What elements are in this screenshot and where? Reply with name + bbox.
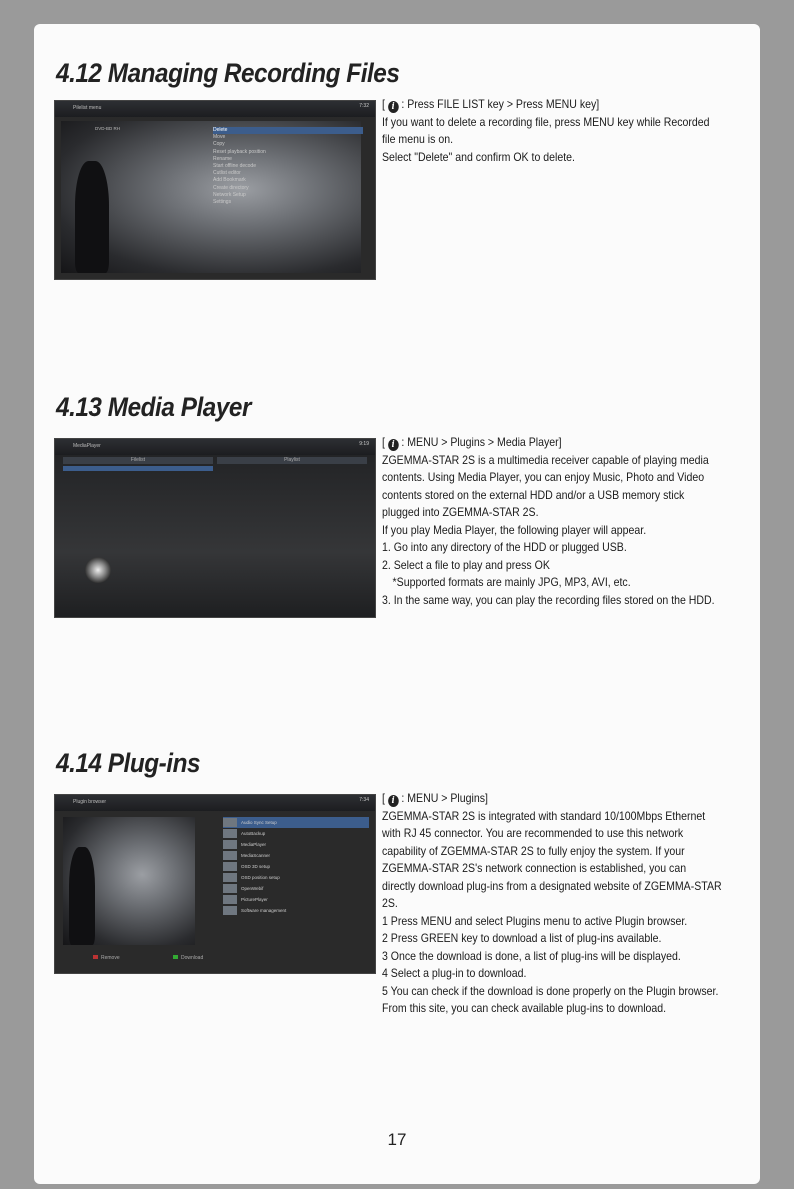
person-silhouette — [69, 847, 95, 945]
plugin-icon — [223, 884, 237, 893]
menu-path: [ i : MENU > Plugins > Media Player] — [382, 435, 562, 450]
plugin-item[interactable]: OpenWebif — [223, 883, 369, 894]
plugin-item[interactable]: AutoBackup — [223, 828, 369, 839]
plugin-icon — [223, 840, 237, 849]
screenshot-title: Pilelist menu — [73, 105, 102, 111]
paragraph-note: *Supported formats are mainly JPG, MP3, AVI, etc. — [392, 575, 631, 589]
red-key-icon — [93, 955, 98, 959]
plugin-item[interactable]: MediaScanner — [223, 850, 369, 861]
screenshot-media-player — [54, 438, 376, 618]
plugin-icon — [223, 873, 237, 882]
paragraph: 5 You can check if the download is done properly on the Plugin browser. — [382, 983, 719, 998]
paragraph: If you want to delete a recording file, press MENU key while Recorded file menu is on. — [382, 114, 710, 146]
menu-item-delete[interactable]: Delete — [213, 127, 363, 134]
plugin-item[interactable]: PicturePlayer — [223, 894, 369, 905]
menu-item[interactable]: Network Setup — [213, 191, 246, 198]
download-button[interactable]: Download — [173, 955, 203, 961]
screenshot-filelist-menu — [54, 100, 376, 280]
menu-item[interactable]: Rename — [213, 155, 232, 162]
menu-path: [ i : MENU > Plugins] — [382, 791, 488, 806]
screenshot-subtitle: DVD-BD RH — [95, 126, 121, 131]
screenshot-title: Plugin browser — [73, 799, 107, 805]
plugin-list — [223, 817, 369, 916]
section-text-plug-ins — [382, 790, 722, 1018]
plugin-icon — [223, 906, 237, 915]
screenshot-plugin-browser — [54, 794, 376, 974]
plugin-item[interactable]: OSD position setup — [223, 872, 369, 883]
plugin-icon — [223, 895, 237, 904]
paragraph: 2 Press GREEN key to download a list of plug-ins available. — [382, 931, 662, 945]
paragraph: 3 Once the download is done, a list of plug-ins will be displayed. — [382, 948, 681, 963]
page-number: 17 — [387, 1130, 407, 1149]
section-title-managing-recording-files: 4.12 Managing Recording Files — [56, 58, 400, 88]
menu-item[interactable]: Move — [213, 134, 226, 141]
player-background — [55, 455, 375, 617]
info-icon: i — [388, 795, 399, 807]
plugin-icon — [223, 862, 237, 871]
selected-file-row[interactable] — [63, 466, 213, 471]
screenshot-time: 7:34 — [359, 797, 369, 803]
manual-page — [34, 24, 760, 1184]
paragraph: If you play Media Player, the following player will appear. — [382, 522, 647, 537]
paragraph: 2. Select a file to play and press OK — [382, 557, 550, 572]
menu-item[interactable]: Start offline decode — [213, 163, 256, 170]
screenshot-title: MediaPlayer — [73, 443, 101, 449]
screenshot-time: 9:19 — [359, 441, 369, 447]
info-icon: i — [388, 101, 399, 113]
screenshot-time: 7:32 — [359, 103, 369, 109]
paragraph: 1. Go into any directory of the HDD or plugged USB. — [382, 540, 627, 554]
plugin-icon — [223, 818, 237, 827]
section-title-plug-ins: 4.14 Plug-ins — [56, 748, 201, 778]
plugin-item[interactable]: OSD 3D setup — [223, 861, 369, 872]
menu-path: [ i : Press FILE LIST key > Press MENU key] — [382, 97, 600, 112]
menu-item[interactable]: Settings — [213, 199, 232, 206]
screenshot-header — [55, 101, 375, 117]
screenshot-header — [55, 439, 375, 455]
tab-playlist[interactable]: Playlist — [217, 457, 367, 464]
paragraph: From this site, you can check available plug-ins to download. — [382, 1001, 667, 1015]
info-icon: i — [388, 439, 399, 451]
section-title-media-player: 4.13 Media Player — [56, 392, 251, 422]
paragraph: 3. In the same way, you can play the recording files stored on the HDD. — [382, 592, 715, 607]
context-menu — [213, 127, 363, 206]
remove-button[interactable]: Remove — [93, 955, 120, 961]
disc-icon — [85, 557, 111, 583]
section-text-managing-recording-files — [382, 96, 722, 166]
menu-item[interactable]: Reset playback position — [213, 148, 266, 155]
paragraph: 1 Press MENU and select Plugins menu to active Plugin browser. — [382, 913, 688, 928]
paragraph: 4 Select a plug-in to download. — [382, 966, 527, 980]
green-key-icon — [173, 955, 178, 959]
person-silhouette — [75, 161, 109, 273]
menu-item[interactable]: Copy — [213, 141, 225, 148]
plugin-item[interactable]: MediaPlayer — [223, 839, 369, 850]
menu-item[interactable]: Add Bookmark — [213, 177, 246, 184]
menu-item[interactable]: Cutlist editor — [213, 170, 241, 177]
plugin-item[interactable]: Audio Sync Setup — [223, 817, 369, 828]
section-text-media-player — [382, 434, 722, 609]
plugin-icon — [223, 829, 237, 838]
paragraph: ZGEMMA-STAR 2S is integrated with standard 10/100Mbps Ethernet with RJ 45 connector. You are recommended to use this network capability of ZGEMMA-STAR 2S to fully enjoy the system. If your ZGEMMA-STAR 2S's network connection is established, you can directly download plug-ins from a designated website of ZGEMMA-STAR 2S. — [382, 808, 722, 910]
menu-item[interactable]: Create directory — [213, 184, 249, 191]
tab-filelist[interactable]: Filelist — [63, 457, 213, 464]
plugin-item[interactable]: Software management — [223, 905, 369, 916]
paragraph: ZGEMMA-STAR 2S is a multimedia receiver capable of playing media contents. Using Media Player, you can enjoy Music, Photo and Video contents stored on the external HDD and/or a USB memory stick plugged into ZGEMMA-STAR 2S. — [382, 452, 709, 519]
paragraph: Select "Delete" and confirm OK to delete. — [382, 149, 575, 164]
plugin-icon — [223, 851, 237, 860]
